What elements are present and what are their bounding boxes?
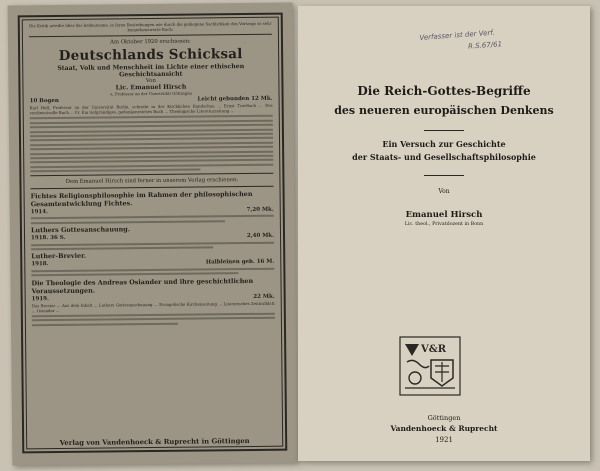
other-works-note: Dem Emanuel Hirsch sind ferner in unserem Verlag erschienen: (65, 177, 239, 185)
work-price: 7,20 Mk. (246, 206, 274, 214)
top-note: Die Kritik urteilte über das bedeutsame, in ihren Bestrebungen wie durch die gediegene Sachlichkeit des Vortrags so sehr bemerkenswerte Buch: (29, 20, 272, 33)
divider (424, 130, 464, 131)
publisher-name: Vandenhoeck & Ruprecht (390, 424, 498, 433)
publisher-emblem-icon (399, 336, 461, 396)
work-price: 22 Mk. (253, 293, 275, 300)
author-role: Lic. theol., Privatdozent in Bonn (404, 222, 484, 227)
subtitle-line-1: Ein Versuch zur Geschichte (382, 139, 506, 149)
work-year: 1914. (30, 209, 49, 216)
title-page (298, 6, 590, 461)
publication-year: 1921 (435, 436, 453, 444)
work-title: Fichtes Religionsphilosophie im Rahmen der philosophischen Gesamtentwicklung Fichtes. (30, 190, 253, 209)
work-title: Luther-Brevier. (31, 252, 87, 261)
title-line-1: Die Reich-Gottes-Begriffe (357, 84, 531, 98)
handwritten-annotation (419, 20, 591, 66)
work-entry (31, 224, 274, 250)
work-entry (31, 250, 274, 276)
divider (31, 186, 274, 190)
book-subtitle: Staat, Volk und Menschheit im Lichte einer ethischen Geschichtsansicht (57, 63, 245, 79)
work-price: 2,40 Mk. (246, 232, 275, 240)
publication-place: Göttingen (427, 414, 461, 422)
work-title: Die Theologie des Andreas Osiander und ihre geschichtlichen Voraussetzungen. (31, 276, 254, 295)
work-subtext: Das Brevier ... Aus dem Inhalt ... Luthers Gottesanschauung ... Evangelische Kirchenzeitung ... Literarisches Zentralblatt ... Osiander ... (31, 300, 275, 313)
reviews-text-lines (30, 115, 274, 172)
author-role: a. Professor an der Universität Göttingen (110, 90, 192, 97)
work-title: Luthers Gottesanschauung. (30, 225, 130, 235)
work-year: 1918. (31, 261, 49, 268)
handwritten-note: Verfasser ist der Verf. (419, 28, 496, 42)
handwritten-number: R.S.67/61 (467, 40, 503, 51)
by-label: Von (145, 77, 156, 85)
work-year: 1919. (31, 295, 49, 302)
divider (30, 173, 273, 177)
svg-text:V&R: V&R (421, 344, 447, 355)
work-price: Halbleinen geb. 16 M. (205, 259, 275, 266)
by-label: Von (438, 188, 450, 195)
author-name: Lic. Emanuel Hirsch (115, 83, 187, 92)
book-title: Deutschlands Schicksal (58, 46, 243, 64)
divider (29, 34, 272, 38)
title-line-2: des neueren europäischen Denkens (334, 104, 554, 117)
work-entry (31, 190, 274, 224)
work-entry (31, 276, 274, 326)
book-price: Leicht gebunden 12 Mk. (197, 95, 273, 103)
publisher-imprint: Verlag von Vandenhoeck & Ruprecht in Göttingen (59, 436, 250, 447)
divider (424, 175, 464, 176)
announcement: Am Oktober 1920 erschienen: (110, 38, 191, 46)
bogen-count: 10 Bogen (29, 97, 59, 105)
back-cover-advertisement (8, 3, 298, 466)
reviews-text: Karl Holl, Professor an der Universität Berlin, schreibt in der Kirchlichen Rundschau ... Ernst Troeltsch ... Das verdienstvolle Buch ... Fr. Ein tiefgründiges, gedankenreiches Buch ... Theologische Literaturzeitung ... (29, 102, 273, 116)
subtitle-line-2: der Staats- und Gesellschaftsphilosophie (352, 152, 536, 162)
advertisement-frame (18, 13, 288, 454)
author-name: Emanuel Hirsch (405, 210, 483, 220)
work-year: 1918. 36 S. (31, 235, 66, 242)
